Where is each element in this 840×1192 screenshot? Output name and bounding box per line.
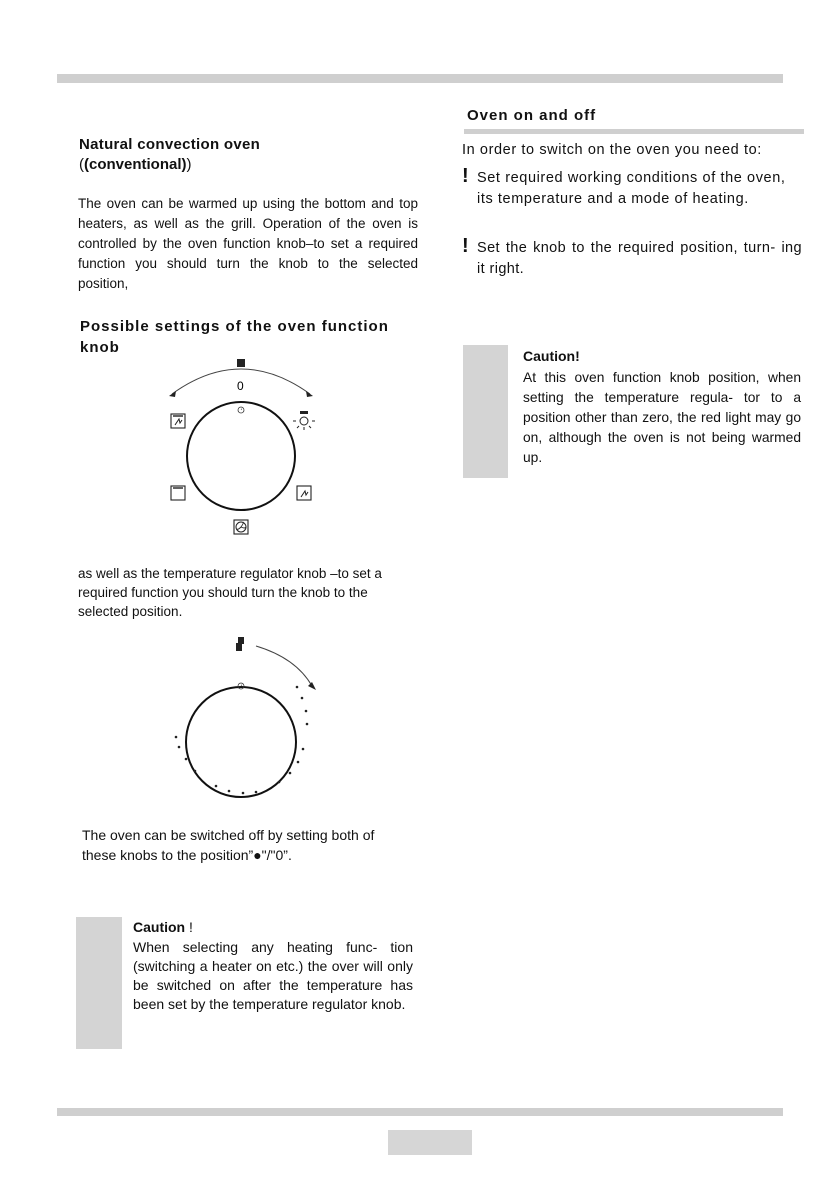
temp-arrow-head — [308, 682, 316, 690]
heading-underline — [464, 129, 804, 134]
bottom-fan-icon — [297, 486, 311, 500]
caution-title-text: Caution — [133, 919, 186, 935]
knob-top-marker — [237, 359, 245, 367]
caution-mark: ! — [189, 919, 193, 935]
top-rule — [57, 74, 783, 83]
subheading-text: (conventional) — [84, 156, 187, 173]
settings-heading: Possible settings of the oven function knob — [80, 318, 389, 356]
function-knob — [187, 402, 295, 510]
top-bottom-fan-icon — [171, 414, 185, 428]
caution-text-left: When selecting any heating func- tion (switching a heater on etc.) the over will only be switched on after the temperature has been set by the temperature regulator knob. — [133, 939, 413, 1012]
temperature-knob-paragraph: as well as the temperature regulator knob –to set a required function you should turn the knob to the selected position. — [78, 566, 382, 619]
right-intro: In order to switch on the oven you need to: — [462, 142, 762, 158]
step-1-text: Set required working conditions of the oven, its temperature and a mode of heating. — [477, 170, 786, 207]
section-heading-natural-convection: Natural convection oven — [79, 136, 261, 153]
warning-bullet-icon: ! — [462, 165, 469, 187]
intro-paragraph: The oven can be warmed up using the bottom and top heaters, as well as the grill. Operation of the oven is controlled by the oven function knob–to set a required function you should turn the knob to the selected position, — [78, 196, 418, 291]
switch-off-paragraph: The oven can be switched off by setting both of these knobs to the position”●"/"0”. — [82, 827, 375, 863]
fan-icon — [234, 520, 248, 534]
bottom-rule — [57, 1108, 783, 1116]
step-2-text: Set the knob to the required position, turn- ing it right. — [477, 240, 802, 277]
page-number-box — [388, 1130, 472, 1155]
caution-sidebar-left — [76, 917, 122, 1049]
dial-zero-label: 0 — [237, 379, 244, 393]
temperature-knob-diagram — [160, 630, 330, 806]
step-2 — [462, 235, 802, 280]
caution-sidebar-right — [463, 345, 508, 478]
temp-knob-marker-top — [238, 637, 244, 644]
warning-bullet-icon: ! — [462, 235, 469, 257]
oven-function-knob-diagram — [160, 356, 330, 540]
top-bottom-heat-icon — [171, 486, 185, 500]
arc-arrow-right — [306, 391, 313, 397]
grill-light-icon — [293, 411, 315, 430]
step-1 — [462, 165, 802, 210]
temp-knob-marker-bottom — [236, 643, 242, 651]
section-subheading: ((conventional)) — [79, 156, 192, 173]
caution-text-right: At this oven function knob position, when setting the temperature regula- tor to a position other than zero, the red light may go on, although the oven is not being warmed up. — [523, 370, 801, 465]
caution-title-left — [133, 919, 193, 935]
temperature-knob — [186, 687, 296, 797]
arc-arrow-left — [169, 391, 176, 397]
section-heading-oven-on-off: Oven on and off — [467, 107, 597, 124]
rotation-arrow-icon — [256, 646, 312, 686]
caution-title-right: Caution! — [523, 348, 580, 364]
